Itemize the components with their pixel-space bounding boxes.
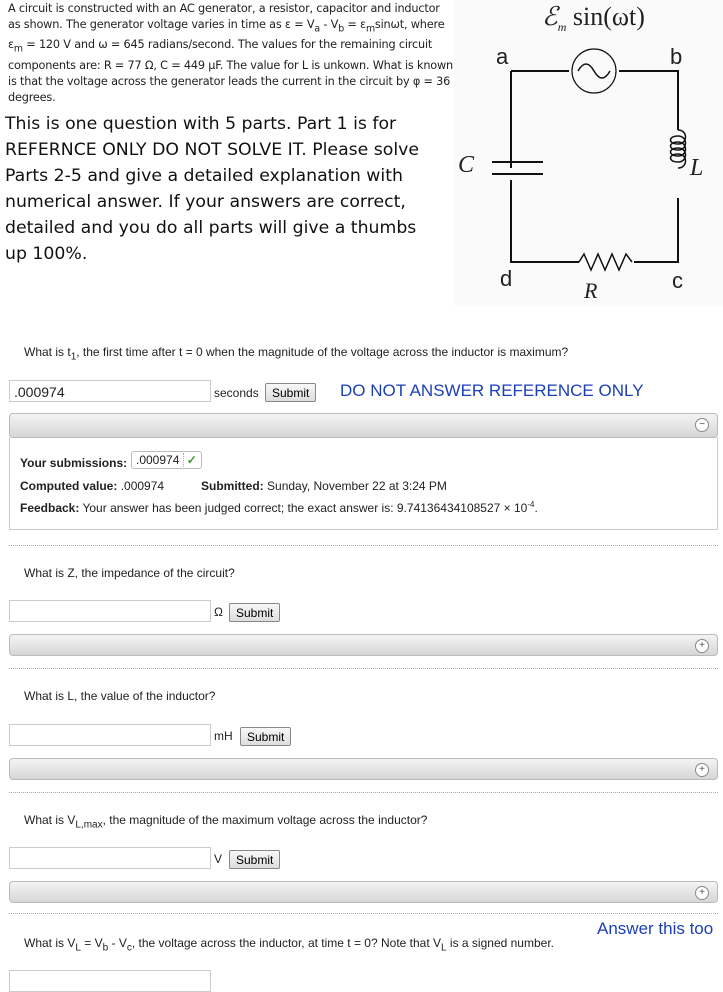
answer-input-1[interactable]: .000974 [9,380,211,402]
question-4: What is $V_{L,max}$, the magnitude of the maximum voltage across the inductor? [24,813,428,831]
feedback-toggle-bar-3[interactable] [9,758,718,780]
unit-label-4: V [214,852,223,866]
expand-icon[interactable]: + [695,639,709,653]
answer-input-4[interactable] [9,847,211,869]
answer-input-3[interactable] [9,724,211,746]
submit-button-3[interactable]: Submit [240,727,291,746]
circuit-wires [454,0,723,306]
answer-annotation: Answer this too [597,919,714,938]
collapse-icon[interactable]: − [695,418,709,432]
submission-panel [9,437,718,530]
submission-chip: .000974 ✓ [131,451,202,469]
divider [9,668,718,669]
question-2: What is Z, the impedance of the circuit? [24,566,235,580]
divider [9,545,718,546]
submitted-time: Submitted: Sunday, November 22 at 3:24 PM [201,479,447,493]
problem-statement: A circuit is constructed with an AC generator, a resistor, capacitor and inductor as shown. The generator voltage varies in time as $\varepsilon = V_a - V_b = \varepsilon_m\sin\omega t$, where $\varepsilon_m = 120$ V and ω = 645 radians/second. The values for the remaining circuit components are: R = 77 Ω, C = 449 μF. The value for L is unkown. What is known is that the voltage across the generator leads the current in the circuit by φ = 36 degrees. [8,2,453,104]
feedback-toggle-bar-4[interactable] [9,881,718,903]
unit-label-3: mH [214,729,233,743]
node-b-label: b [670,44,683,69]
capacitor-label: C [458,152,475,178]
feedback: Feedback: Your answer has been judged correct; the exact answer is: $9.74136434108527 \times 10^{-4}$. [20,500,538,515]
reference-annotation: DO NOT ANSWER REFERENCE ONLY [340,381,644,400]
feedback-toggle-bar-1[interactable] [9,413,718,438]
node-c-label: c [672,268,683,293]
asker-note: This is one question with 5 parts. Part 1 is for REFERNCE ONLY DO NOT SOLVE IT. Please solve Parts 2-5 and give a detailed explanation with numerical answer. If your answers are correct, detailed and you do all parts will give a thumbs up 100%. [5,114,420,264]
answer-input-2[interactable] [9,600,211,622]
submit-button-4[interactable]: Submit [229,850,280,869]
unit-label-1: seconds [214,386,259,400]
resistor-label: R [584,278,598,303]
divider [9,913,718,914]
emf-label: ℰ$_m$ sin(ωt) [542,2,645,35]
question-5: What is $V_L = V_b - V_c$, the voltage across the inductor, at time t = 0? Note that $V_L$ is a signed number. [24,936,554,954]
feedback-toggle-bar-2[interactable] [9,634,718,656]
inductor-label: L [690,155,704,181]
submit-button-2[interactable]: Submit [229,603,280,622]
question-3: What is L, the value of the inductor? [24,689,216,703]
submissions-label: Your submissions: [20,456,128,470]
question-1: What is $t_1$, the first time after t = 0 when the magnitude of the voltage across the inductor is maximum? [24,345,569,363]
unit-label-2: Ω [214,605,223,619]
node-d-label: d [500,266,513,291]
node-a-label: a [496,44,509,69]
expand-icon[interactable]: + [695,886,709,900]
expand-icon[interactable]: + [695,763,709,777]
circuit-diagram [454,0,723,306]
answer-input-5[interactable] [9,970,211,992]
submit-button-1[interactable]: Submit [265,383,316,402]
computed-value: Computed value: .000974 [20,479,165,493]
divider [9,792,718,793]
check-icon: ✓ [183,453,197,467]
